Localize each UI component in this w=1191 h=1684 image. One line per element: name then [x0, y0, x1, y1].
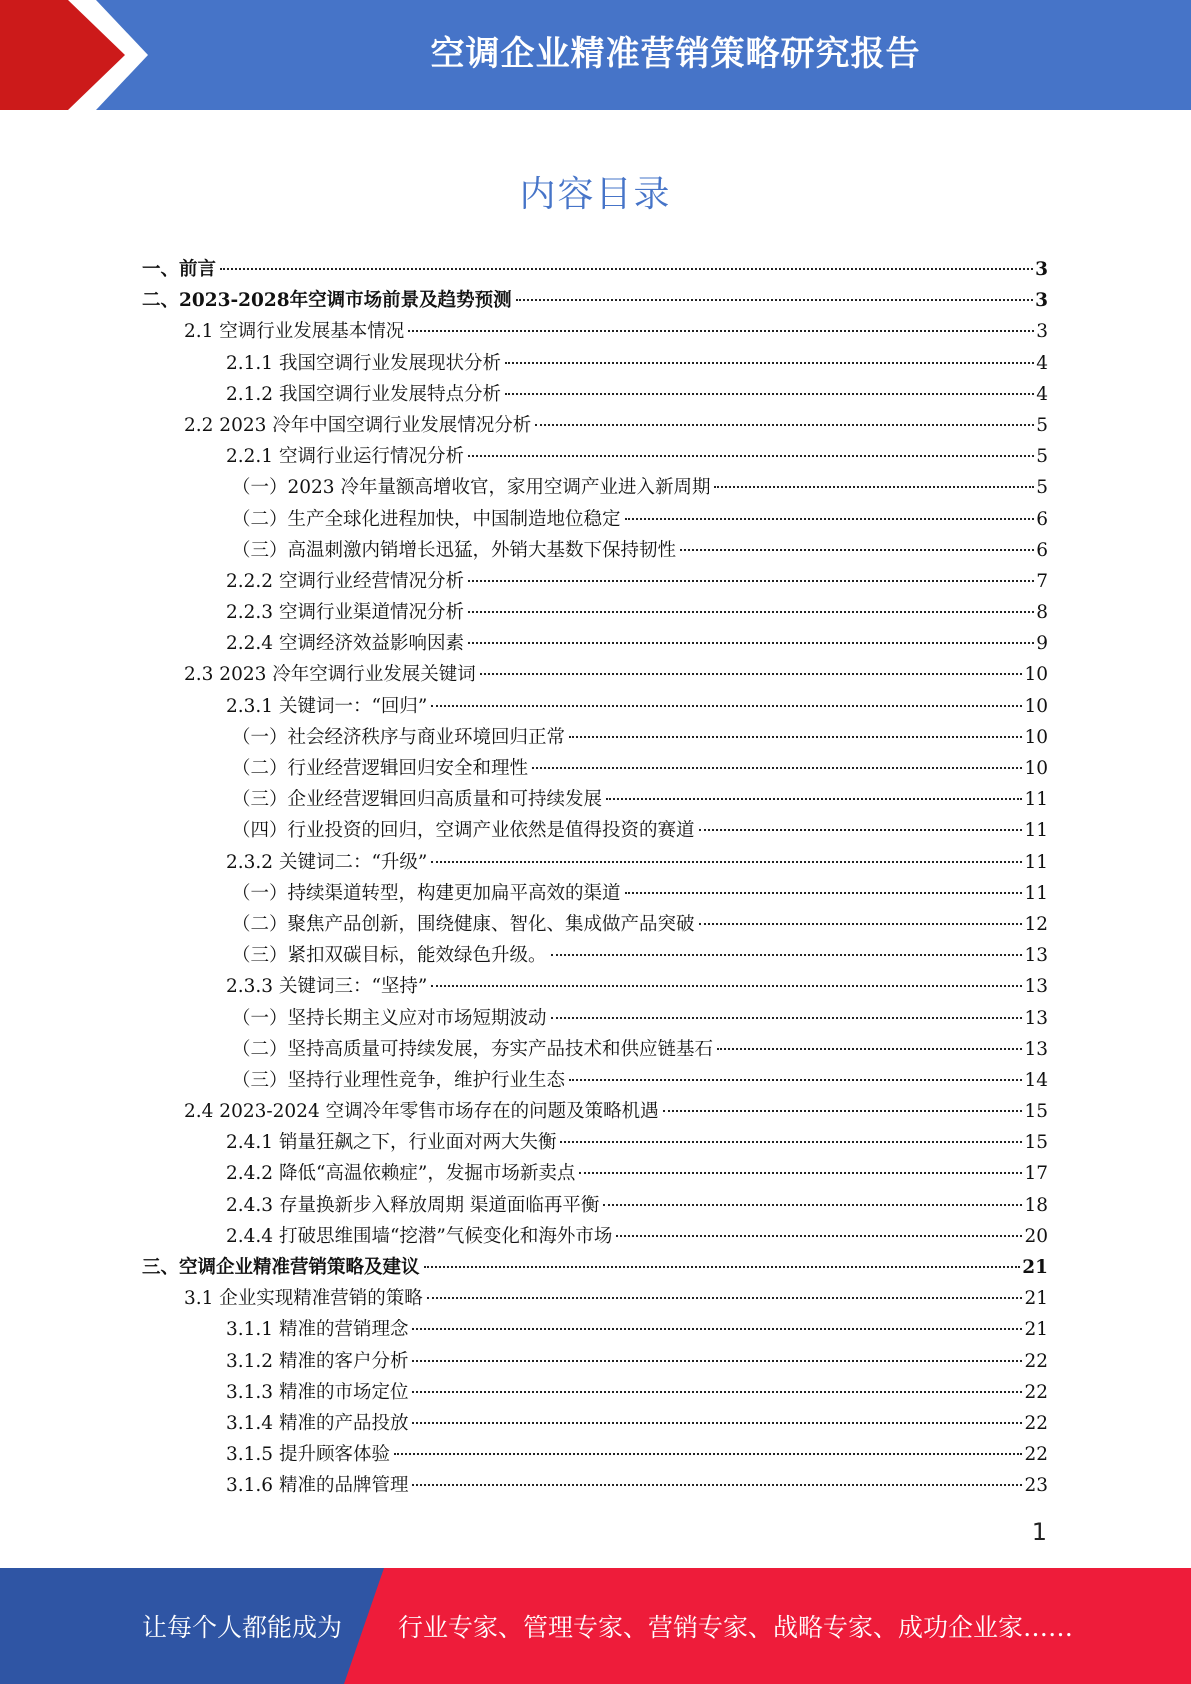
toc-dot-leader: [699, 923, 1023, 925]
toc-entry[interactable]: [142, 316, 1048, 347]
toc-entry-page: 22: [1024, 1350, 1048, 1372]
toc-entry[interactable]: [142, 472, 1048, 503]
toc-entry-title: 3.1.5 提升顾客体验: [226, 1444, 390, 1466]
toc-entry-page: 21: [1024, 1288, 1048, 1310]
toc-dot-leader: [579, 1172, 1022, 1174]
toc-heading: 内容目录: [519, 174, 672, 215]
toc-entry-title: （三）企业经营逻辑回归高质量和可持续发展: [232, 789, 603, 811]
toc-dot-leader: [412, 1391, 1022, 1393]
toc-entry[interactable]: [142, 878, 1048, 909]
toc-entry-title: 2.3 2023 冷年空调行业发展关键词: [184, 664, 476, 686]
toc-entry-page: 10: [1024, 664, 1048, 686]
toc-entry-title: 2.1.2 我国空调行业发展特点分析: [226, 383, 501, 405]
toc-entry-page: 5: [1036, 446, 1048, 468]
toc-entry-title: （一）社会经济秩序与商业环境回归正常: [232, 726, 566, 748]
toc-entry[interactable]: [142, 784, 1048, 815]
toc-entry[interactable]: [142, 285, 1048, 316]
toc-entry-page: 3: [1036, 321, 1048, 343]
toc-entry-title: 三、空调企业精准营销策略及建议: [142, 1257, 420, 1278]
toc-entry-page: 22: [1024, 1381, 1048, 1403]
footer-slogan-right: 行业专家、管理专家、营销专家、战略专家、成功企业家……: [398, 1613, 1074, 1642]
toc-dot-leader: [394, 1453, 1022, 1455]
toc-dot-leader: [505, 393, 1034, 395]
toc-dot-leader: [625, 892, 1023, 894]
toc-entry[interactable]: [142, 1065, 1048, 1096]
toc-entry[interactable]: [142, 1221, 1048, 1252]
toc-entry[interactable]: [142, 815, 1048, 846]
page-number: 1: [1031, 1518, 1047, 1546]
toc-entry-page: 14: [1024, 1069, 1048, 1091]
toc-entry-page: 15: [1024, 1101, 1048, 1123]
toc-entry-title: 2.4.3 存量换新步入释放周期 渠道面临再平衡: [226, 1194, 600, 1216]
toc-entry-title: 2.4.1 销量狂飙之下，行业面对两大失衡: [226, 1132, 557, 1154]
toc-dot-leader: [560, 1141, 1022, 1143]
toc-entry[interactable]: [142, 659, 1048, 690]
toc-dot-leader: [431, 861, 1022, 863]
toc-dot-leader: [606, 798, 1022, 800]
toc-entry-page: 13: [1024, 1038, 1048, 1060]
toc-entry-title: 2.2 2023 冷年中国空调行业发展情况分析: [184, 414, 532, 436]
toc-dot-leader: [412, 1422, 1022, 1424]
toc-dot-leader: [427, 1297, 1023, 1299]
toc-entry[interactable]: [142, 1314, 1048, 1345]
toc-entry[interactable]: [142, 597, 1048, 628]
toc-entry-title: 2.3.1 关键词一：“回归”: [226, 695, 428, 717]
toc-entry[interactable]: [142, 254, 1048, 285]
toc-entry-page: 23: [1024, 1475, 1048, 1497]
toc-entry-page: 4: [1036, 383, 1048, 405]
toc-entry-page: 17: [1024, 1163, 1048, 1185]
toc-entry[interactable]: [142, 628, 1048, 659]
toc-dot-leader: [480, 673, 1023, 675]
toc-entry-title: （二）聚焦产品创新，围绕健康、智化、集成做产品突破: [232, 913, 695, 935]
toc-entry-title: （三）坚持行业理性竞争，维护行业生态: [232, 1069, 566, 1091]
toc-entry-page: 11: [1024, 882, 1048, 904]
toc-entry-page: 3: [1035, 259, 1048, 280]
toc-entry[interactable]: [142, 1096, 1048, 1127]
toc-entry[interactable]: [142, 348, 1048, 379]
toc-entry-page: 12: [1024, 913, 1048, 935]
toc-dot-leader: [532, 767, 1022, 769]
toc-entry-page: 9: [1036, 633, 1048, 655]
toc-entry[interactable]: [142, 441, 1048, 472]
toc-dot-leader: [412, 1484, 1022, 1486]
toc-entry[interactable]: [142, 1408, 1048, 1439]
toc-entry-page: 4: [1036, 352, 1048, 374]
toc-entry-title: 2.2.4 空调经济效益影响因素: [226, 633, 464, 655]
toc-dot-leader: [468, 580, 1034, 582]
toc-entry-page: 13: [1024, 976, 1048, 998]
toc-entry-title: 2.4 2023-2024 空调冷年零售市场存在的问题及策略机遇: [184, 1101, 659, 1123]
toc-entry-page: 8: [1036, 602, 1048, 624]
toc-entry-page: 22: [1024, 1412, 1048, 1434]
toc-entry-title: 2.3.2 关键词二：“升级”: [226, 851, 428, 873]
toc-entry-title: （三）紧扣双碳目标，能效绿色升级。: [232, 945, 547, 967]
toc-entry-page: 10: [1024, 758, 1048, 779]
toc-entry[interactable]: [142, 1158, 1048, 1189]
toc-dot-leader: [680, 549, 1034, 551]
toc-dot-leader: [412, 1360, 1022, 1362]
toc-entry-page: 10: [1024, 726, 1048, 748]
toc-entry-page: 11: [1024, 789, 1048, 811]
toc-entry-title: 3.1 企业实现精准营销的策略: [184, 1288, 423, 1310]
toc-entry[interactable]: [142, 1470, 1048, 1501]
toc-dot-leader: [569, 736, 1022, 738]
toc-entry-title: 2.2.1 空调行业运行情况分析: [226, 446, 464, 468]
toc-dot-leader: [616, 1235, 1022, 1237]
toc-entry-page: 13: [1024, 945, 1048, 967]
toc-entry-title: 3.1.6 精准的品牌管理: [226, 1475, 409, 1497]
toc-entry[interactable]: [142, 1003, 1048, 1034]
toc-entry[interactable]: [142, 1346, 1048, 1377]
toc-dot-leader: [516, 299, 1033, 301]
toc-entry-title: 一、前言: [142, 259, 217, 280]
toc-entry-page: 6: [1036, 508, 1048, 530]
toc-entry-title: 3.1.4 精准的产品投放: [226, 1412, 409, 1434]
toc-dot-leader: [431, 705, 1022, 707]
header-banner: [0, 0, 1191, 110]
toc-entry-page: 5: [1036, 414, 1048, 436]
toc-dot-leader: [714, 486, 1034, 488]
toc-dot-leader: [717, 1048, 1022, 1050]
toc-entry-page: 6: [1036, 539, 1048, 561]
toc-entry-title: 3.1.1 精准的营销理念: [226, 1319, 409, 1341]
toc-entry[interactable]: [142, 940, 1048, 971]
toc-entry-title: （三）高温刺激内销增长迅猛，外销大基数下保持韧性: [232, 539, 677, 561]
toc-entry-title: （四）行业投资的回归，空调产业依然是值得投资的赛道: [232, 820, 695, 842]
toc-entry[interactable]: [142, 691, 1048, 722]
toc-entry-title: 3.1.3 精准的市场定位: [226, 1381, 409, 1403]
footer-banner: [0, 1568, 1191, 1684]
toc-dot-leader: [663, 1110, 1023, 1112]
toc-entry[interactable]: [142, 1439, 1048, 1470]
toc-entry-title: 2.3.3 关键词三：“坚持”: [226, 976, 428, 998]
toc-dot-leader: [603, 1204, 1022, 1206]
toc-dot-leader: [408, 330, 1034, 332]
toc-dot-leader: [625, 518, 1035, 520]
toc-dot-leader: [535, 424, 1034, 426]
toc-entry[interactable]: [142, 1252, 1048, 1283]
toc-dot-leader: [569, 1079, 1022, 1081]
header-title: 空调企业精准营销策略研究报告: [430, 34, 921, 74]
toc-dot-leader: [412, 1328, 1022, 1330]
toc-entry-page: 21: [1024, 1319, 1048, 1341]
toc-entry-title: （一）持续渠道转型，构建更加扁平高效的渠道: [232, 882, 621, 904]
toc-entry-title: 2.2.3 空调行业渠道情况分析: [226, 602, 464, 624]
toc-dot-leader: [431, 985, 1022, 987]
toc-entry-title: （二）坚持高质量可持续发展，夯实产品技术和供应链基石: [232, 1038, 714, 1060]
toc-entry[interactable]: [142, 379, 1048, 410]
toc-entry[interactable]: [142, 410, 1048, 441]
toc-entry-title: 二、2023-2028年空调市场前景及趋势预测: [142, 290, 512, 312]
toc-dot-leader: [699, 829, 1023, 831]
toc-dot-leader: [468, 455, 1034, 457]
toc-entry[interactable]: [142, 1127, 1048, 1158]
toc-entry[interactable]: [142, 722, 1048, 753]
toc-entry-page: 20: [1024, 1225, 1048, 1247]
toc-dot-leader: [468, 611, 1034, 613]
toc-entry[interactable]: [142, 753, 1048, 784]
toc-dot-leader: [505, 362, 1034, 364]
toc-entry[interactable]: [142, 535, 1048, 566]
toc-entry-title: 2.1 空调行业发展基本情况: [184, 321, 405, 343]
toc-entry-page: 3: [1035, 290, 1048, 312]
toc-entry-page: 11: [1024, 820, 1048, 842]
toc-entry[interactable]: [142, 1190, 1048, 1221]
toc-entry[interactable]: [142, 1283, 1048, 1314]
toc-entry-page: 15: [1024, 1132, 1048, 1154]
toc-entry-title: 2.4.4 打破思维围墙“挖潜”气候变化和海外市场: [226, 1225, 613, 1247]
toc-dot-leader: [220, 268, 1033, 270]
toc-entry-page: 13: [1024, 1007, 1048, 1029]
toc-entry-page: 10: [1024, 695, 1048, 717]
toc-entry-title: 2.2.2 空调行业经营情况分析: [226, 570, 464, 592]
toc-entry-title: 2.4.2 降低“高温依赖症”，发掘市场新卖点: [226, 1163, 576, 1185]
toc-entry-title: （一）2023 冷年量额高增收官，家用空调产业进入新周期: [232, 477, 711, 499]
toc-entry-page: 11: [1024, 851, 1048, 873]
toc-entry-page: 7: [1036, 570, 1048, 592]
toc-entry-title: （二）生产全球化进程加快，中国制造地位稳定: [232, 508, 621, 530]
toc-entry-page: 21: [1022, 1257, 1048, 1278]
toc-entry-title: （一）坚持长期主义应对市场短期波动: [232, 1007, 547, 1029]
toc-entry[interactable]: [142, 504, 1048, 535]
toc-entry[interactable]: [142, 971, 1048, 1002]
toc-entry-title: （二）行业经营逻辑回归安全和理性: [232, 758, 529, 779]
toc-entry-title: 2.1.1 我国空调行业发展现状分析: [226, 352, 501, 374]
toc-dot-leader: [551, 954, 1023, 956]
toc-entry[interactable]: [142, 1377, 1048, 1408]
toc-entry[interactable]: [142, 909, 1048, 940]
toc-entry[interactable]: [142, 566, 1048, 597]
toc-entry-page: 22: [1024, 1444, 1048, 1466]
toc-entry-page: 18: [1024, 1194, 1048, 1216]
toc-dot-leader: [551, 1017, 1023, 1019]
toc-entry[interactable]: [142, 1034, 1048, 1065]
footer-slogan-left: 让每个人都能成为: [142, 1613, 343, 1642]
table-of-contents: [142, 254, 1048, 1502]
toc-dot-leader: [424, 1266, 1021, 1268]
toc-entry[interactable]: [142, 847, 1048, 878]
toc-dot-leader: [468, 642, 1034, 644]
toc-entry-page: 5: [1036, 477, 1048, 499]
toc-entry-title: 3.1.2 精准的客户分析: [226, 1350, 409, 1372]
